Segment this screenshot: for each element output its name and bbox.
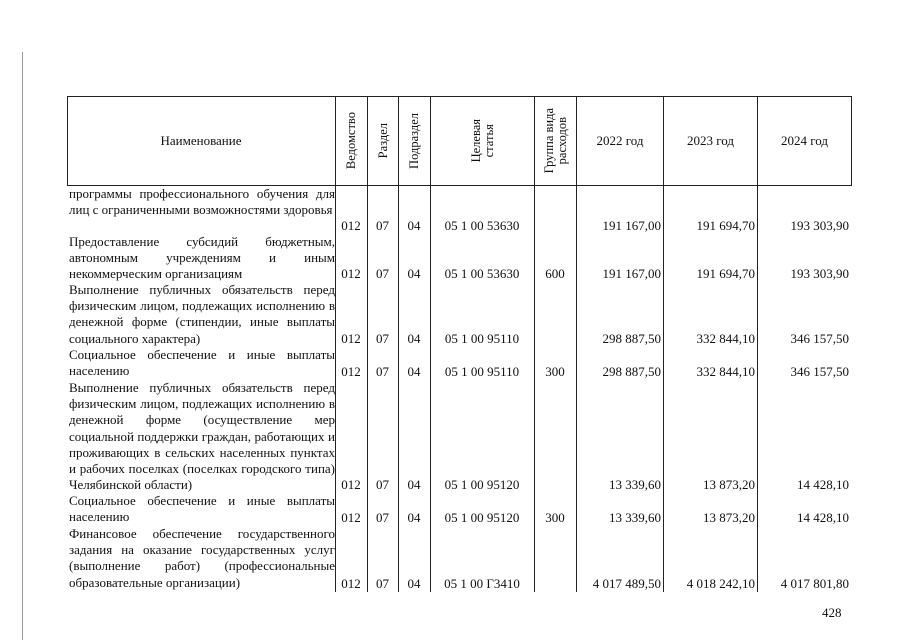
cell-2024: 14 428,10 [797,476,849,492]
table-row [67,493,852,526]
cell-razdel: 07 [376,509,389,525]
cell-podrazdel: 04 [407,363,421,379]
cell-ved: 012 [341,330,361,346]
cell-2024: 14 428,10 [797,509,849,525]
cell-2023: 13 873,20 [703,476,755,492]
col-border [851,96,852,186]
header-razdel: Раздел [375,123,390,159]
table-row [67,380,852,493]
cell-razdel: 07 [376,330,389,346]
cell-podrazdel: 04 [407,217,421,233]
table-row [67,526,852,592]
scan-margin-line [22,52,23,640]
header-2024: 2024 год [781,133,828,148]
cell-celevaya: 05 1 00 95120 [444,509,520,525]
cell-celevaya: 05 1 00 95120 [444,476,520,492]
cell-gruppa: 300 [545,509,565,525]
cell-razdel: 07 [376,363,389,379]
cell-2023: 4 018 242,10 [686,575,755,591]
cell-2023: 13 873,20 [703,509,755,525]
cell-gruppa: 600 [545,265,565,281]
cell-2022: 298 887,50 [602,363,661,379]
cell-gruppa: 300 [545,363,565,379]
cell-2022: 4 017 489,50 [592,575,661,591]
table-row [67,347,852,380]
table-row [67,186,852,234]
row-name: Выполнение публичных обязательств перед физическим лицом, подлежащих исполнению в денежной форме (стипендии, иные выплаты социального характера) [69,282,335,346]
cell-razdel: 07 [376,265,389,281]
header-podrazdel: Подраздел [407,113,421,169]
cell-podrazdel: 04 [407,330,421,346]
header-celevaya: Целевая статья [468,119,496,163]
cell-2023: 191 694,70 [696,265,755,281]
cell-ved: 012 [341,476,361,492]
header-gruppa: Группа вида расходов [541,108,569,174]
cell-celevaya: 05 1 00 Г3410 [444,575,520,591]
table-row [67,282,852,347]
cell-ved: 012 [341,509,361,525]
cell-podrazdel: 04 [407,476,421,492]
cell-celevaya: 05 1 00 53630 [444,265,520,281]
cell-ved: 012 [341,363,361,379]
cell-2023: 332 844,10 [696,330,755,346]
cell-2023: 332 844,10 [696,363,755,379]
row-name: программы профессионального обучения для лиц с ограниченными возможностями здоровья [69,186,335,218]
row-name: Финансовое обеспечение государственного задания на оказание государственных услуг (выполнение работ) (профессиональные образовательные организации) [69,526,335,590]
table-row [67,234,852,282]
cell-celevaya: 05 1 00 95110 [444,330,520,346]
header-2023: 2023 год [687,133,734,148]
row-name: Социальное обеспечение и иные выплаты населению [69,493,335,525]
cell-2024: 346 157,50 [790,330,849,346]
cell-2022: 191 167,00 [602,265,661,281]
header-vedomstvo: Ведомство [344,112,358,170]
cell-razdel: 07 [376,575,389,591]
cell-ved: 012 [341,217,361,233]
cell-ved: 012 [341,575,361,591]
cell-podrazdel: 04 [407,265,421,281]
cell-2024: 4 017 801,80 [780,575,849,591]
row-name: Предоставление субсидий бюджетным, автономным учреждениям и иным некоммерческим организациям [69,234,335,282]
cell-podrazdel: 04 [407,509,421,525]
cell-2024: 193 303,90 [790,217,849,233]
row-name: Социальное обеспечение и иные выплаты населению [69,347,335,379]
cell-celevaya: 05 1 00 95110 [444,363,520,379]
cell-2022: 13 339,60 [609,509,661,525]
header-2022: 2022 год [596,133,644,148]
cell-podrazdel: 04 [407,575,421,591]
cell-2022: 191 167,00 [602,217,661,233]
cell-razdel: 07 [376,476,389,492]
cell-2022: 298 887,50 [602,330,661,346]
row-name: Выполнение публичных обязательств перед физическим лицом, подлежащих исполнению в денежной форме (осуществление мер социальной поддержки граждан, работающих и проживающих в сельских населенных пунктах и рабочих поселках (поселках городского типа) Челябинской области) [69,380,335,493]
header-name: Наименование [160,133,242,148]
cell-celevaya: 05 1 00 53630 [444,217,520,233]
cell-razdel: 07 [376,217,389,233]
cell-2022: 13 339,60 [609,476,661,492]
cell-2024: 193 303,90 [790,265,849,281]
cell-ved: 012 [341,265,361,281]
cell-2023: 191 694,70 [696,217,755,233]
cell-2024: 346 157,50 [790,363,849,379]
page-number: 428 [822,605,842,620]
budget-table [67,96,852,592]
